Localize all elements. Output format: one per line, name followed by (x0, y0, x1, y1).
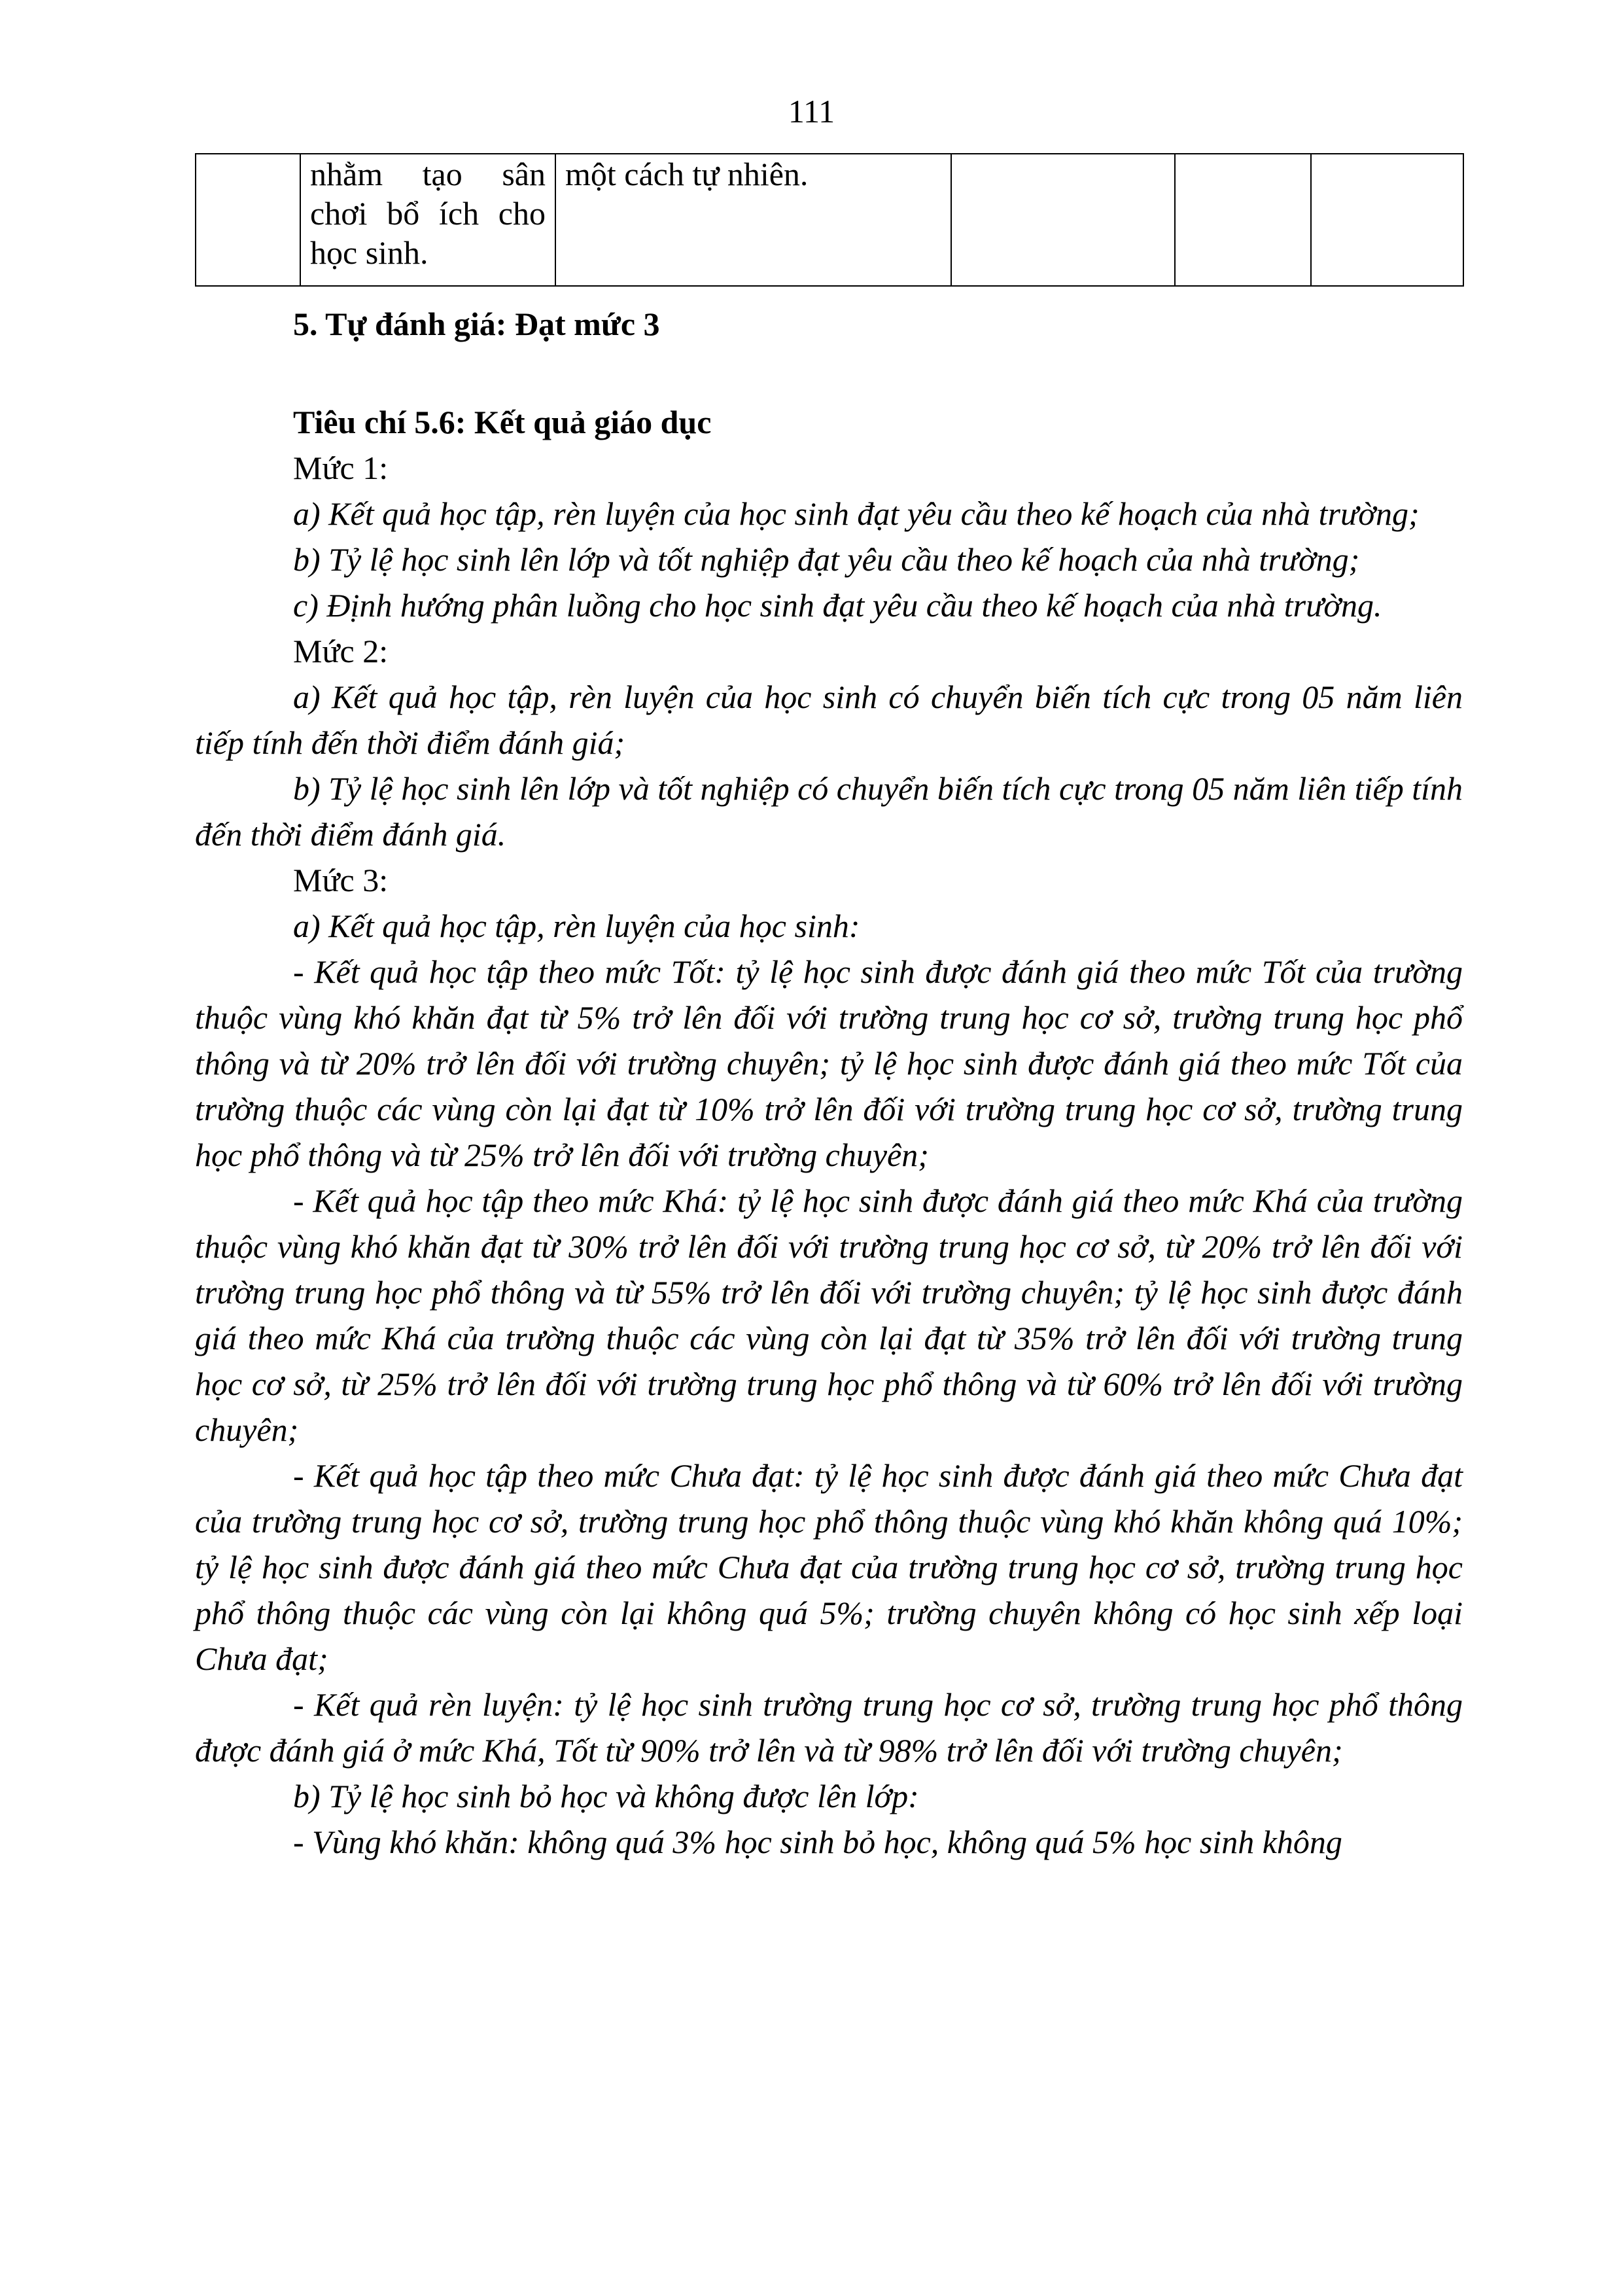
self-assessment-heading: 5. Tự đánh giá: Đạt mức 3 (293, 306, 660, 342)
cell-line: học sinh. (310, 234, 428, 271)
level-1-item-b: b) Tỷ lệ học sinh lên lớp và tốt nghiệp đạt yêu cầu theo kế hoạch của nhà trường; (293, 541, 1360, 578)
table-row (196, 154, 1463, 286)
level-3-item-a-kha: - Kết quả học tập theo mức Khá: tỷ lệ học sinh được đánh giá theo mức Khá của trường thuộc vùng khó khăn đạt từ 30% trở lên đối với trường trung học cơ sở, từ 20% trở lên đối với trường trung học phổ thông và từ 55% trở lên đối với trường chuyên; tỷ lệ học sinh được đánh giá theo mức Khá của trường thuộc các vùng còn lại đạt từ 35% trở lên đối với trường trung học cơ sở, từ 25% trở lên đối với trường trung học phổ thông và từ 60% trở lên đối với trường chuyên; (195, 1182, 1463, 1448)
level-3-item-a-tot: - Kết quả học tập theo mức Tốt: tỷ lệ học sinh được đánh giá theo mức Tốt của trường thuộc vùng khó khăn đạt từ 5% trở lên đối với trường trung học cơ sở, trường trung học phổ thông và từ 20% trở lên đối với trường chuyên; tỷ lệ học sinh được đánh giá theo mức Tốt của trường thuộc các vùng còn lại đạt từ 10% trở lên đối với trường trung học cơ sở, trường trung học phổ thông và từ 25% trở lên đối với trường chuyên; (195, 953, 1463, 1173)
continuation-table (195, 153, 1464, 287)
level-2-item-a: a) Kết quả học tập, rèn luyện của học sinh có chuyển biến tích cực trong 05 năm liên tiếp tính đến thời điểm đánh giá; (195, 679, 1463, 761)
level-3-item-a: a) Kết quả học tập, rèn luyện của học sinh: (293, 908, 860, 944)
cell-line: nhằm tạo sân (310, 156, 546, 192)
table-cell-3: một cách tự nhiên. (555, 154, 951, 286)
document-body (195, 301, 1463, 1865)
level-1-item-c: c) Định hướng phân luồng cho học sinh đạt yêu cầu theo kế hoạch của nhà trường. (293, 587, 1382, 624)
level-2-label: Mức 2: (293, 633, 389, 669)
level-3-item-a-ren-luyen: - Kết quả rèn luyện: tỷ lệ học sinh trường trung học cơ sở, trường trung học phổ thông được đánh giá ở mức Khá, Tốt từ 90% trở lên và từ 98% trở lên đối với trường chuyên; (195, 1686, 1463, 1769)
level-3-label: Mức 3: (293, 862, 389, 898)
page-number: 111 (788, 93, 835, 130)
level-3-item-b-kho-khan: - Vùng khó khăn: không quá 3% học sinh bỏ học, không quá 5% học sinh không (293, 1824, 1342, 1860)
level-3-item-b: b) Tỷ lệ học sinh bỏ học và không được lên lớp: (293, 1778, 919, 1814)
table-cell-4 (951, 154, 1175, 286)
cell-line: chơi bổ ích cho (310, 195, 546, 232)
level-1-item-a: a) Kết quả học tập, rèn luyện của học sinh đạt yêu cầu theo kế hoạch của nhà trường; (293, 495, 1420, 532)
table-cell-5 (1175, 154, 1311, 286)
level-2-item-b: b) Tỷ lệ học sinh lên lớp và tốt nghiệp có chuyển biến tích cực trong 05 năm liên tiếp tính đến thời điểm đánh giá. (195, 770, 1463, 853)
criterion-title: Tiêu chí 5.6: Kết quả giáo dục (293, 404, 712, 440)
table-cell-1 (196, 154, 300, 286)
table-cell-2 (300, 154, 555, 286)
level-3-item-a-chua-dat: - Kết quả học tập theo mức Chưa đạt: tỷ lệ học sinh được đánh giá theo mức Chưa đạt của trường trung học cơ sở, trường trung học phổ thông thuộc vùng khó khăn không quá 10%; tỷ lệ học sinh được đánh giá theo mức Chưa đạt của trường trung học cơ sở, trường trung học phổ thông thuộc các vùng còn lại không quá 5%; trường chuyên không có học sinh xếp loại Chưa đạt; (195, 1457, 1463, 1677)
level-1-label: Mức 1: (293, 450, 389, 486)
table-cell-6 (1311, 154, 1463, 286)
